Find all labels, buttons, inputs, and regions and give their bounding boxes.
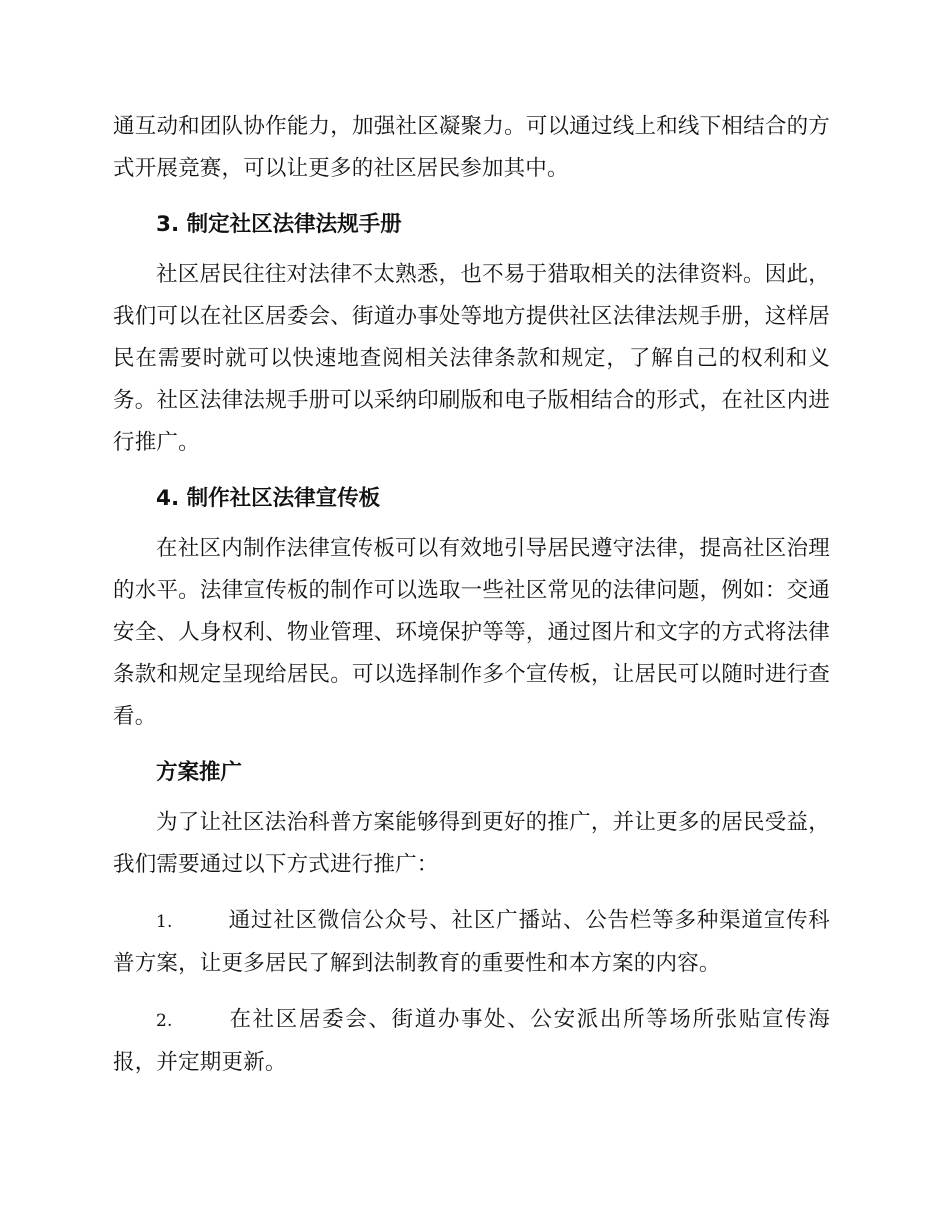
list-number: 1. [156,912,173,932]
heading-law-board: 4. 制作社区法律宣传板 [156,486,381,511]
heading-law-handbook: 3. 制定社区法律法规手册 [156,212,402,237]
list-item [113,999,830,1084]
list-text: 通过社区微信公众号、社区广播站、公告栏等多种渠道宣传科普方案，让更多居民了解到法制教育的重要性和本方案的内容。 [113,908,830,976]
list-text: 在社区居委会、街道办事处、公安派出所等场所张贴宣传海报，并定期更新。 [113,1007,830,1075]
paragraph-intro: 通互动和团队协作能力，加强社区凝聚力。可以通过线上和线下相结合的方式开展竞赛，可以让更多的社区居民参加其中。 [113,114,830,181]
list-number: 2. [156,1011,173,1031]
paragraph-law-board: 在社区内制作法律宣传板可以有效地引导居民遵守法律，提高社区治理的水平。法律宣传板的制作可以选取一些社区常见的法律问题，例如：交通安全、人身权利、物业管理、环境保护等等，通过图片和文字的方式将法律条款和规定呈现给居民。可以选择制作多个宣传板，让居民可以随时进行查看。 [113,536,830,729]
heading-promotion: 方案推广 [156,760,243,785]
paragraph-promotion: 为了让社区法治科普方案能够得到更好的推广，并让更多的居民受益，我们需要通过以下方式进行推广： [113,810,830,877]
document-page [113,106,830,1084]
paragraph-law-handbook: 社区居民往往对法律不太熟悉，也不易于猎取相关的法律资料。因此，我们可以在社区居委会、街道办事处等地方提供社区法律法规手册，这样居民在需要时就可以快速地查阅相关法律条款和规定，了解自己的权利和义务。社区法律法规手册可以采纳印刷版和电子版相结合的形式，在社区内进行推广。 [113,262,830,455]
list-item [113,900,830,985]
